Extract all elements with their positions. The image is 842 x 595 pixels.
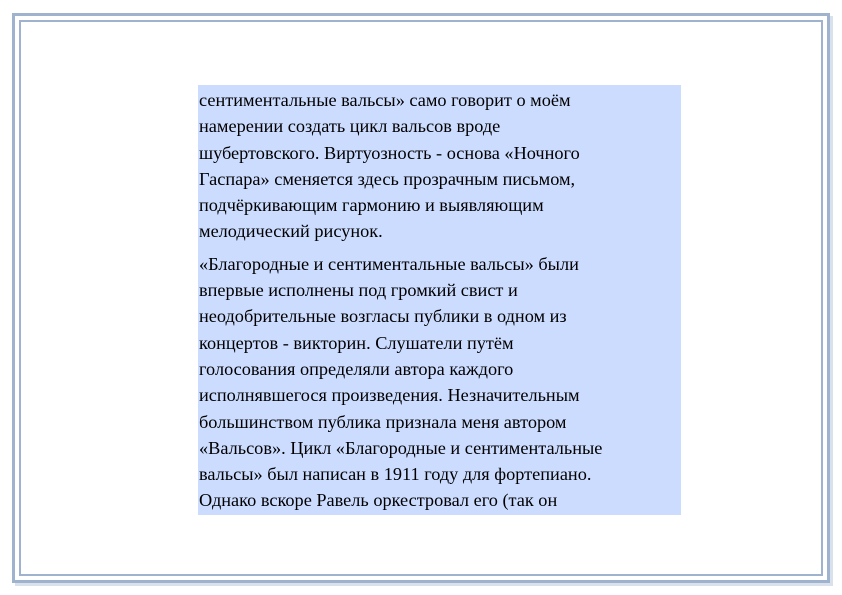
text-line: вальсы» был написан в 1911 году для фортепиано. [199, 464, 592, 485]
text-line: намерении создать цикл вальсов вроде [199, 116, 501, 137]
text-line: «Благородные и сентиментальные вальсы» были [199, 253, 579, 274]
text-line: сентиментальные вальсы» само говорит о моём [199, 90, 571, 110]
text-box[interactable] [198, 85, 681, 515]
text-line: концертов - викторин. Слушатели путём [199, 332, 514, 353]
text-line: шубертовского. Виртуозность - основа «Ночного [199, 142, 580, 163]
text-line: подчёркивающим гармонию и выявляющим [199, 195, 544, 216]
paragraph-2 [199, 251, 681, 514]
text-line: голосования определяли автора каждого [199, 358, 514, 379]
text-line: большинством публика признала меня автором [199, 411, 567, 432]
text-line: Однако вскоре Равель оркестровал его (так он [199, 490, 558, 511]
text-line: Гаспара» сменяется здесь прозрачным письмом, [199, 168, 576, 189]
text-line: «Вальсов». Цикл «Благородные и сентиментальные [199, 437, 603, 458]
frame-shadow-bottom [15, 583, 833, 586]
text-line: неодобрительные возгласы публики в одном из [199, 306, 567, 327]
paragraph-1 [199, 87, 681, 245]
frame-shadow-right [830, 16, 833, 586]
text-line: впервые исполнены под громкий свист и [199, 280, 518, 301]
text-line: исполнявшегося произведения. Незначительным [199, 385, 580, 406]
text-line: мелодический рисунок. [199, 221, 383, 242]
